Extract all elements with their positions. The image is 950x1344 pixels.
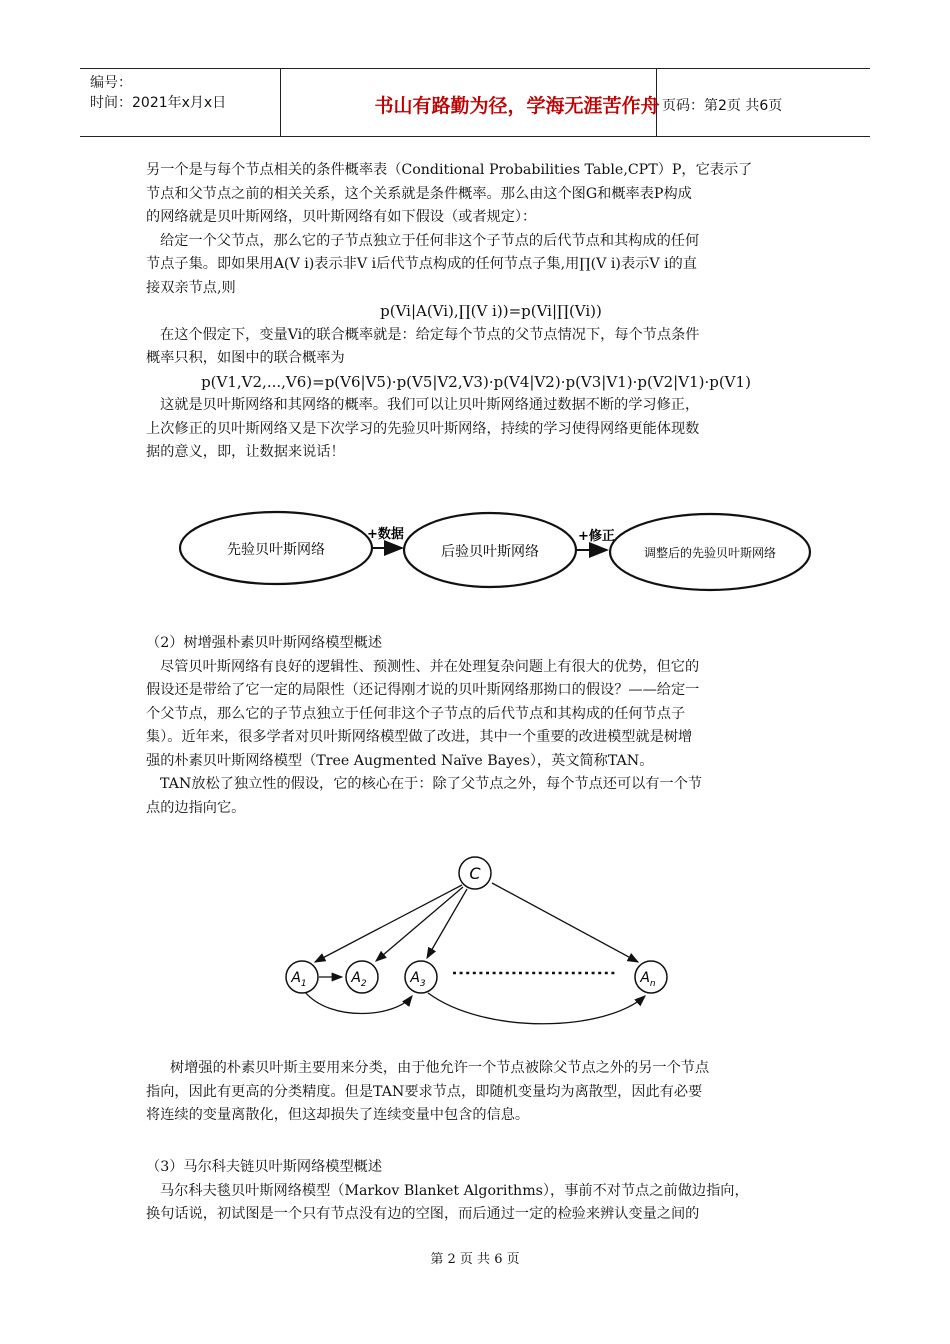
- edge-label-data: +数据: [367, 527, 404, 542]
- text-line: 换句话说，初试图是一个只有节点没有边的空图，而后通过一定的检验来辨认变量之间的: [146, 1206, 700, 1222]
- text-line: 据的意义，即，让数据来说话！: [146, 444, 345, 460]
- formula-joint: p(V1,V2,...,V6)=p(V6|V5)·p(V5|V2,V3)·p(V4|V2)·p(V3|V1)·p(V2|V1)·p(V1): [201, 372, 751, 391]
- number-label: 编号：: [90, 75, 132, 91]
- adjusted-prior-label: 调整后的先验贝叶斯网络: [643, 546, 777, 560]
- text-line: 的网络就是贝叶斯网络，贝叶斯网络有如下假设（或者规定）：: [146, 209, 537, 225]
- header-left: [90, 73, 226, 113]
- text-line: 节点和父节点之前的相关关系，这个关系就是条件概率。那么由这个图G和概率表P构成: [146, 185, 692, 202]
- text-line: 这就是贝叶斯网络和其网络的概率。我们可以让贝叶斯网络通过数据不断的学习修正，: [160, 397, 700, 413]
- prior-network-label: 先验贝叶斯网络: [227, 542, 325, 558]
- edge-a3-an: [428, 993, 645, 1024]
- posterior-network-label: 后验贝叶斯网络: [441, 544, 539, 560]
- text-line: 树增强的朴素贝叶斯主要用来分类，由于他允许一个节点被除父节点之外的另一个节点: [170, 1060, 710, 1076]
- text-line: 假设还是带给了它一定的局限性（还记得刚才说的贝叶斯网络那拗口的假设？——给定一: [146, 682, 700, 698]
- text-line: 概率只积，如图中的联合概率为: [146, 350, 345, 366]
- text-line: 上次修正的贝叶斯网络又是下次学习的先验贝叶斯网络，持续的学习使得网络更能体现数: [146, 420, 700, 437]
- tan-diagram: [270, 850, 710, 1025]
- node-an-label: $A_n$: [640, 970, 656, 989]
- text-line: 马尔科夫毯贝叶斯网络模型（Markov Blanket Algorithms），事前不对节点之前做边指向，: [160, 1182, 749, 1199]
- text-line: 在这个假定下，变量Vi的联合概率就是：给定每个节点的父节点情况下，每个节点条件: [160, 326, 700, 343]
- edge-label-correction: +修正: [578, 529, 615, 544]
- text-line: 接双亲节点,则: [146, 279, 236, 296]
- edge-a1-a3: [305, 992, 412, 1014]
- edge-c-a3: [427, 889, 467, 958]
- page-label: 页码：第2页 共6页: [662, 98, 783, 114]
- node-a1-label: $A_1$: [291, 970, 307, 989]
- section-tan: [146, 632, 806, 820]
- text-line: 强的朴素贝叶斯网络模型（Tree Augmented Naïve Bayes），英文简称TAN。: [146, 752, 654, 769]
- text-line: 个父节点，那么它的子节点独立于任何非这个子节点的后代节点和其构成的任何节点子: [146, 705, 686, 722]
- node-a3-label: $A_3$: [410, 970, 426, 989]
- motto: 书山有路勤为径，学海无涯苦作舟: [374, 95, 660, 117]
- text-line: 给定一个父节点，那么它的子节点独立于任何非这个子节点的后代节点和其构成的任何: [160, 232, 700, 249]
- paragraph-tan-usage: [146, 1057, 806, 1128]
- text-line: 点的边指向它。: [146, 799, 246, 816]
- edge-c-a2: [376, 887, 463, 961]
- text-line: 节点子集。即如果用A(V i)表示非V i后代节点构成的任何节点子集,用∏(V i)表示V i的直: [146, 256, 697, 272]
- text-line: 尽管贝叶斯网络有良好的逻辑性、预测性、并在处理复杂问题上有很大的优势，但它的: [160, 658, 700, 675]
- time-label: 时间：2021年x月x日: [90, 95, 227, 111]
- text-line: 集）。近年来，很多学者对贝叶斯网络模型做了改进，其中一个重要的改进模型就是树增: [146, 729, 693, 745]
- text-line: 将连续的变量离散化，但这却损失了连续变量中包含的信息。: [146, 1107, 530, 1123]
- section-markov: [146, 1156, 806, 1227]
- bayes-learning-flow-diagram: [170, 508, 820, 608]
- edge-c-an: [492, 883, 638, 962]
- node-c-label: C: [469, 864, 481, 883]
- text-line: TAN放松了独立性的假设，它的核心在于：除了父节点之外，每个节点还可以有一个节: [160, 776, 703, 792]
- text-line: 另一个是与每个节点相关的条件概率表（Conditional Probabilities Table,CPT）P，它表示了: [146, 162, 753, 178]
- page-footer: 第 2 页 共 6 页: [430, 1252, 520, 1267]
- node-a2-label: $A_2$: [351, 970, 367, 989]
- page-header: [80, 68, 870, 137]
- text-line: 指向，因此有更高的分类精度。但是TAN要求节点，即随机变量均为离散型，因此有必要: [146, 1083, 703, 1100]
- header-divider: [280, 69, 281, 136]
- paragraph-bayes-assumption: [146, 159, 806, 465]
- section-title: （2）树增强朴素贝叶斯网络模型概述: [146, 635, 383, 651]
- section-title: （3）马尔科夫链贝叶斯网络模型概述: [146, 1159, 383, 1175]
- formula-conditional: p(Vi|A(Vi),∏(V i))=p(Vi|∏(Vi)): [380, 302, 602, 320]
